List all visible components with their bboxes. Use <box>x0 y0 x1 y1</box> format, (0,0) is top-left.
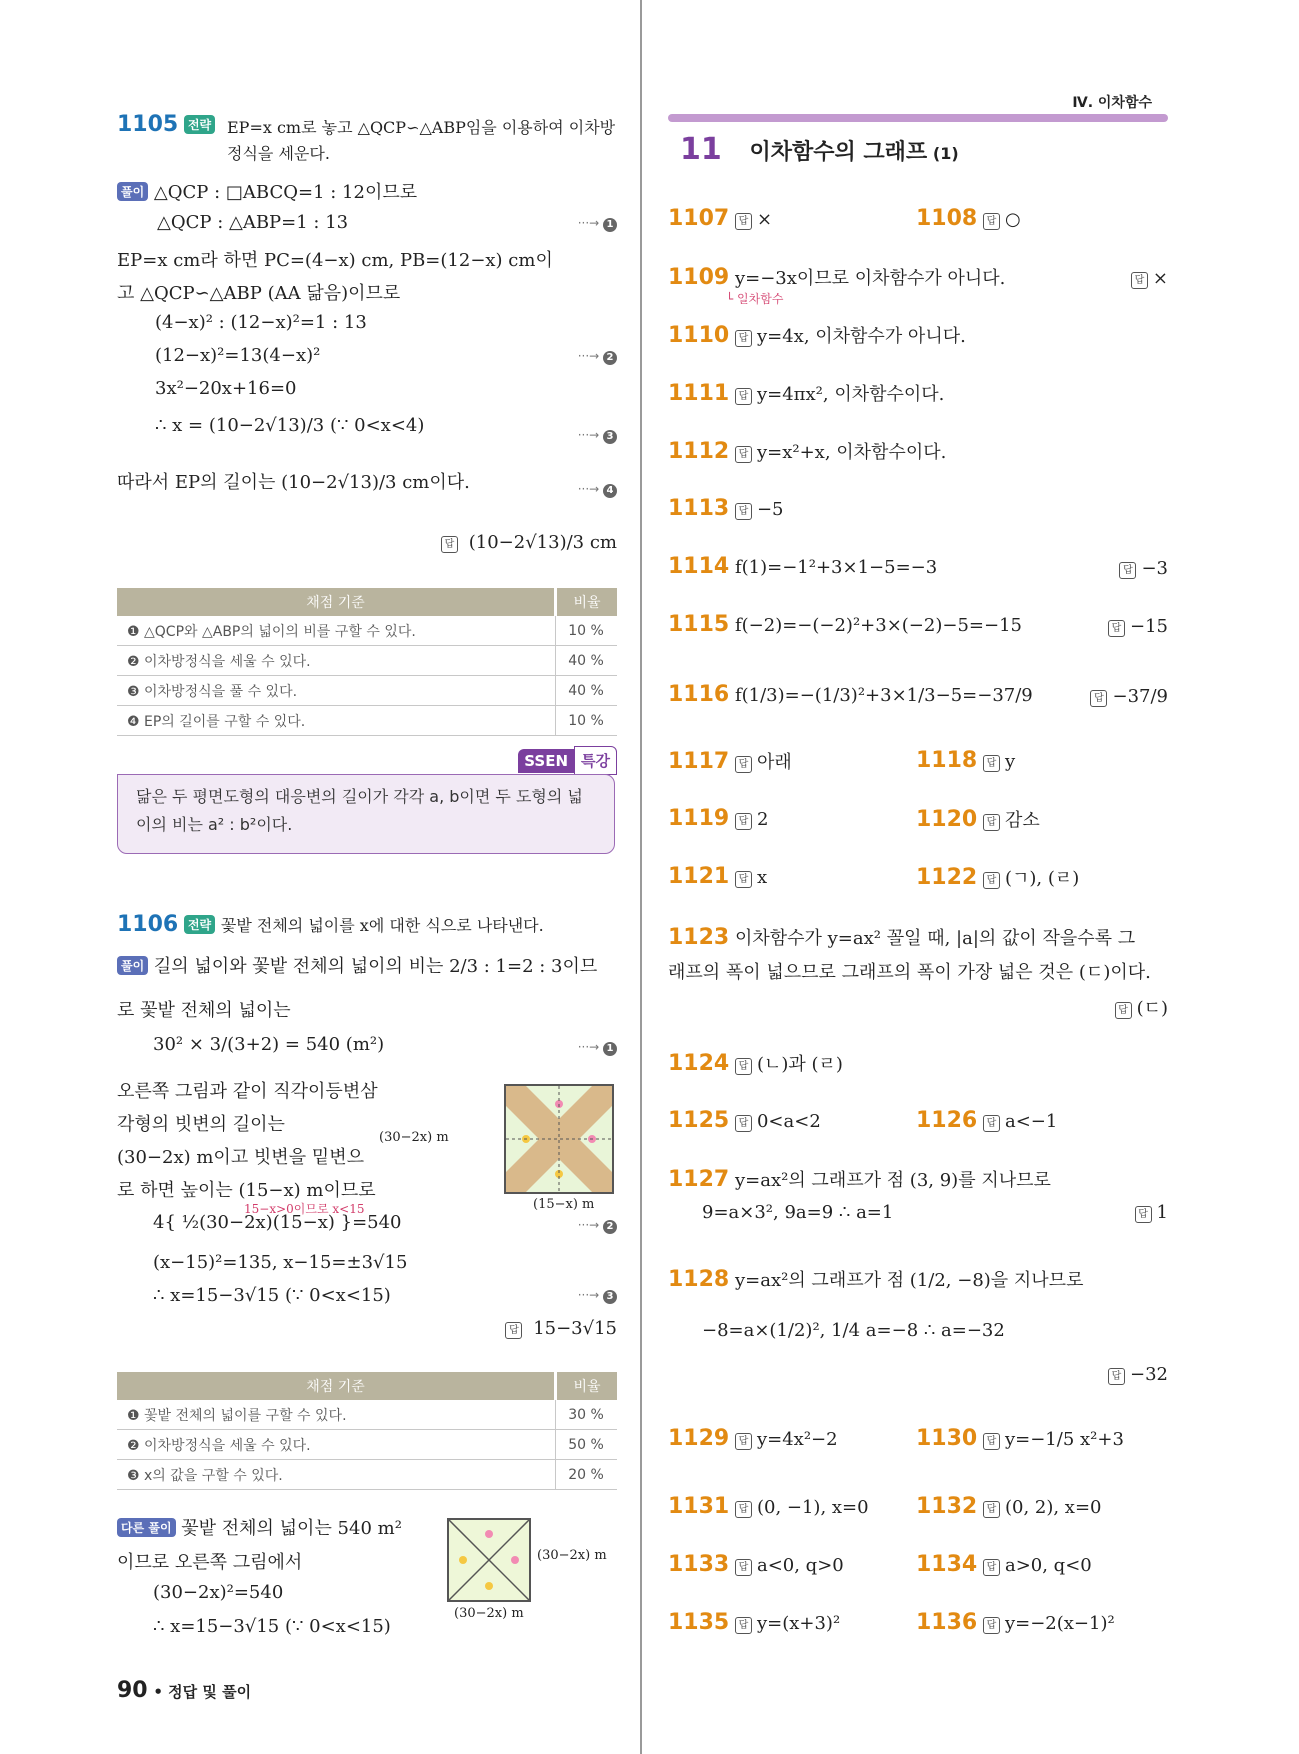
answer-1118: 1118 답 y <box>916 748 1016 773</box>
alt-solution-tag: 다른 풀이 <box>117 1518 176 1537</box>
note-1109: └ 일차함수 <box>726 292 784 306</box>
chapter-bar <box>668 114 1168 122</box>
solution-line-8: 4{ ½(30−2x)(15−x) }=540 <box>153 1212 402 1233</box>
answer-icon: 답 <box>1108 1368 1125 1385</box>
answer-1114: 1114 f(1)=−1²+3×1−5=−3 <box>668 554 938 579</box>
answer-icon: 답 <box>983 1617 1000 1634</box>
answer-icon: 답 <box>983 1559 1000 1576</box>
table-row: ❹ EP의 길이를 구할 수 있다. 10 % <box>117 706 617 736</box>
answer-icon: 답 <box>735 1559 752 1576</box>
solution-line-3: EP=x cm라 하면 PC=(4−x) cm, PB=(12−x) cm이 <box>117 250 553 271</box>
criteria-table-1105 <box>117 588 617 736</box>
table-row: ❸ 이차방정식을 풀 수 있다. 40 % <box>117 676 617 706</box>
answer-1109: 1109 y=−3x이므로 이차함수가 아니다. <box>668 265 1006 290</box>
chapter-number: 11 <box>680 132 722 167</box>
solution-line-2: 로 꽃밭 전체의 넓이는 <box>117 1000 291 1021</box>
answer-icon: 답 <box>983 872 1000 889</box>
answer-icon: 답 <box>983 755 1000 772</box>
answer-icon: 답 <box>983 1433 1000 1450</box>
solution-line-10: ∴ x=15−3√15 (∵ 0<x<15) <box>153 1285 391 1306</box>
answer-icon: 답 <box>983 1115 1000 1132</box>
step-4: ···→ 4 <box>578 482 617 498</box>
chapter-label: Ⅳ. 이차함수 <box>1072 95 1152 111</box>
answer-1132: 1132 답 (0, 2), x=0 <box>916 1494 1102 1519</box>
problem-1105-header <box>117 112 215 137</box>
solution-tag: 풀이 <box>117 956 148 975</box>
answer-icon: 답 <box>735 330 752 347</box>
answer-1133: 1133 답 a<0, q>0 <box>668 1552 844 1577</box>
alt-figure-label-side: (30−2x) m <box>537 1548 607 1563</box>
criteria-header: 채점 기준 <box>117 588 556 616</box>
answer-1119: 1119 답 2 <box>668 806 769 831</box>
answer-icon: 답 <box>735 813 752 830</box>
ssen-label: SSEN 특강 <box>518 746 617 775</box>
step-3: ···→ 3 <box>578 1288 617 1304</box>
table-row: ❶ △QCP와 △ABP의 넓이의 비를 구할 수 있다. 10 % <box>117 616 617 646</box>
answer-icon: 답 <box>1108 620 1125 637</box>
answer-icon: 답 <box>735 388 752 405</box>
solution-line-5: 각형의 빗변의 길이는 <box>117 1114 285 1135</box>
step-3: ···→ 3 <box>578 428 617 444</box>
criteria-table-1106 <box>117 1372 617 1490</box>
answer-1115-value: 답 −15 <box>1108 616 1168 637</box>
criteria-header: 채점 기준 <box>117 1372 556 1400</box>
solution-line-1: 풀이 길의 넓이와 꽃밭 전체의 넓이의 비는 2/3 : 1=2 : 3이므 <box>117 952 597 978</box>
step-2: ···→ 2 <box>578 1218 617 1234</box>
answer-1108: 1108 답 ○ <box>916 206 1021 231</box>
answer-icon: 답 <box>983 814 1000 831</box>
answer-1114-value: 답 −3 <box>1119 558 1168 579</box>
answer-icon: 답 <box>735 1617 752 1634</box>
answer-1129: 1129 답 y=4x²−2 <box>668 1426 838 1451</box>
answer-1135: 1135 답 y=(x+3)² <box>668 1610 841 1635</box>
table-row: ❷ 이차방정식을 세울 수 있다. 50 % <box>117 1430 617 1460</box>
answer-icon: 답 <box>983 1501 1000 1518</box>
answer-1105: 답 (10−2√13)/3 cm <box>441 532 617 553</box>
answer-icon: 답 <box>983 213 1000 230</box>
solution-line-6: (12−x)²=13(4−x)² <box>155 345 321 366</box>
side-note: 15−x>0이므로 x<15 <box>244 1202 365 1216</box>
solution-line-5: (4−x)² : (12−x)²=1 : 13 <box>155 312 367 333</box>
answer-1117: 1117 답 아래 <box>668 749 792 774</box>
ratio-header: 비율 <box>556 588 618 616</box>
alt-garden-figure <box>447 1518 531 1602</box>
step-1: ···→ 1 <box>578 216 617 232</box>
answer-1116-value: 답 −37/9 <box>1090 686 1168 707</box>
strategy-text: EP=x cm로 놓고 △QCP∽△ABP임을 이용하여 이차방정식을 세운다. <box>227 118 616 163</box>
answer-1130: 1130 답 y=−1/5 x²+3 <box>916 1426 1124 1451</box>
ratio-header: 비율 <box>556 1372 618 1400</box>
alt-figure-label-bottom: (30−2x) m <box>454 1606 524 1621</box>
answer-icon: 답 <box>505 1322 522 1339</box>
answer-1128-line2: −8=a×(1/2)², 1/4 a=−8 ∴ a=−32 <box>702 1320 1005 1341</box>
step-1: ···→ 1 <box>578 1040 617 1056</box>
footer-title: • 정답 및 풀이 <box>153 1683 252 1701</box>
solution-line-4: 오른쪽 그림과 같이 직각이등변삼 <box>117 1081 378 1102</box>
garden-figure <box>504 1084 614 1194</box>
page-footer <box>117 1678 251 1703</box>
step-2: ···→ 2 <box>578 349 617 365</box>
chapter-title: 11 이차함수의 그래프 (1) <box>680 132 959 167</box>
answer-1134: 1134 답 a>0, q<0 <box>916 1552 1092 1577</box>
answer-icon: 답 <box>735 1058 752 1075</box>
answer-1123-line2: 래프의 폭이 넓으므로 그래프의 폭이 가장 넓은 것은 (ㄷ)이다. <box>668 962 1151 983</box>
problem-1106-header <box>117 912 544 937</box>
column-divider <box>640 0 642 1754</box>
answer-1123-value: 답 (ㄷ) <box>1115 994 1168 1020</box>
answer-1127-line2: 9=a×3², 9a=9 ∴ a=1 <box>702 1202 894 1223</box>
answer-1109-value: 답 × <box>1131 268 1168 289</box>
figure-label-width: (30−2x) m <box>379 1130 449 1145</box>
solution-tag: 풀이 <box>117 182 148 201</box>
answer-icon: 답 <box>1090 690 1107 707</box>
answer-icon: 답 <box>735 1115 752 1132</box>
answer-icon: 답 <box>1119 562 1136 579</box>
alt-line-3: (30−2x)²=540 <box>153 1582 284 1603</box>
answer-icon: 답 <box>735 756 752 773</box>
answer-1120: 1120 답 감소 <box>916 807 1040 832</box>
alt-line-2: 이므로 오른쪽 그림에서 <box>117 1552 303 1573</box>
answer-1125: 1125 답 0<a<2 <box>668 1108 821 1133</box>
answer-1115: 1115 f(−2)=−(−2)²+3×(−2)−5=−15 <box>668 612 1022 637</box>
answer-1128-value: 답 −32 <box>1108 1364 1168 1385</box>
problem-number: 1105 <box>117 112 179 137</box>
table-row: ❷ 이차방정식을 세울 수 있다. 40 % <box>117 646 617 676</box>
alt-line-4: ∴ x=15−3√15 (∵ 0<x<15) <box>153 1616 391 1637</box>
answer-1116: 1116 f(1/3)=−(1/3)²+3×1/3−5=−37/9 <box>668 682 1033 707</box>
solution-line-3: 30² × 3/(3+2) = 540 (m²) <box>153 1034 385 1055</box>
solution-line-2: △QCP : △ABP=1 : 13 <box>157 212 349 233</box>
solution-line-9: (x−15)²=135, x−15=±3√15 <box>153 1252 408 1273</box>
table-row: ❶ 꽃밭 전체의 넓이를 구할 수 있다. 30 % <box>117 1400 617 1430</box>
solution-line-7: 로 하면 높이는 (15−x) m이므로 <box>117 1180 376 1201</box>
answer-icon: 답 <box>735 446 752 463</box>
answer-icon: 답 <box>1115 1002 1132 1019</box>
ssen-box: 닮은 두 평면도형의 대응변의 길이가 각각 a, b이면 두 도형의 넓이의 비는 a² : b²이다. <box>117 774 615 854</box>
answer-1126: 1126 답 a<−1 <box>916 1108 1058 1133</box>
strategy-text: 꽃밭 전체의 넓이를 x에 대한 식으로 나타낸다. <box>220 916 544 935</box>
answer-icon: 답 <box>735 213 752 230</box>
answer-icon: 답 <box>735 503 752 520</box>
solution-line-9: 따라서 EP의 길이는 (10−2√13)/3 cm이다. <box>117 472 470 493</box>
answer-1110: 1110 답 y=4x, 이차함수가 아니다. <box>668 323 966 348</box>
answer-1123: 1123 이차함수가 y=ax² 꼴일 때, |a|의 값이 작을수록 그 <box>668 925 1136 950</box>
answer-1131: 1131 답 (0, −1), x=0 <box>668 1494 869 1519</box>
answer-1113: 1113 답 −5 <box>668 496 784 521</box>
answer-icon: 답 <box>1135 1206 1152 1223</box>
problem-number: 1106 <box>117 912 179 937</box>
solution-line-8: ∴ x = (10−2√13)/3 (∵ 0<x<4) <box>155 415 425 436</box>
strategy-tag: 전략 <box>184 915 215 934</box>
table-row: ❸ x의 값을 구할 수 있다. 20 % <box>117 1460 617 1490</box>
solution-line-7: 3x²−20x+16=0 <box>155 378 297 399</box>
answer-1124: 1124 답 (ㄴ)과 (ㄹ) <box>668 1051 843 1076</box>
chapter-title-text: 이차함수의 그래프 <box>749 140 928 165</box>
answer-1136: 1136 답 y=−2(x−1)² <box>916 1610 1115 1635</box>
answer-1128: 1128 y=ax²의 그래프가 점 (1/2, −8)을 지나므로 <box>668 1267 1084 1292</box>
strategy-tag: 전략 <box>184 115 215 134</box>
answer-icon: 답 <box>735 1433 752 1450</box>
figure-label-height: (15−x) m <box>533 1197 595 1212</box>
right-column <box>668 0 1168 1754</box>
answer-icon: 답 <box>441 536 458 553</box>
answer-icon: 답 <box>735 1501 752 1518</box>
answer-1111: 1111 답 y=4πx², 이차함수이다. <box>668 381 945 406</box>
answer-1106: 답 15−3√15 <box>505 1318 617 1339</box>
solution-line-6: (30−2x) m이고 빗변을 밑변으 <box>117 1147 364 1168</box>
answer-1122: 1122 답 (ㄱ), (ㄹ) <box>916 865 1080 890</box>
page-number: 90 <box>117 1678 148 1703</box>
solution-line-1: 풀이 △QCP : □ABCQ=1 : 12이므로 <box>117 178 417 204</box>
alt-line-1: 다른 풀이 꽃밭 전체의 넓이는 540 m² <box>117 1514 402 1540</box>
answer-icon: 답 <box>1131 272 1148 289</box>
answer-1107: 1107 답 × <box>668 206 773 231</box>
answer-1121: 1121 답 x <box>668 864 768 889</box>
answer-1127-value: 답 1 <box>1135 1202 1168 1223</box>
answer-1112: 1112 답 y=x²+x, 이차함수이다. <box>668 439 947 464</box>
answer-icon: 답 <box>735 871 752 888</box>
solution-line-4: 고 △QCP∽△ABP (AA 닮음)이므로 <box>117 283 401 304</box>
answer-1127: 1127 y=ax²의 그래프가 점 (3, 9)를 지나므로 <box>668 1167 1051 1192</box>
